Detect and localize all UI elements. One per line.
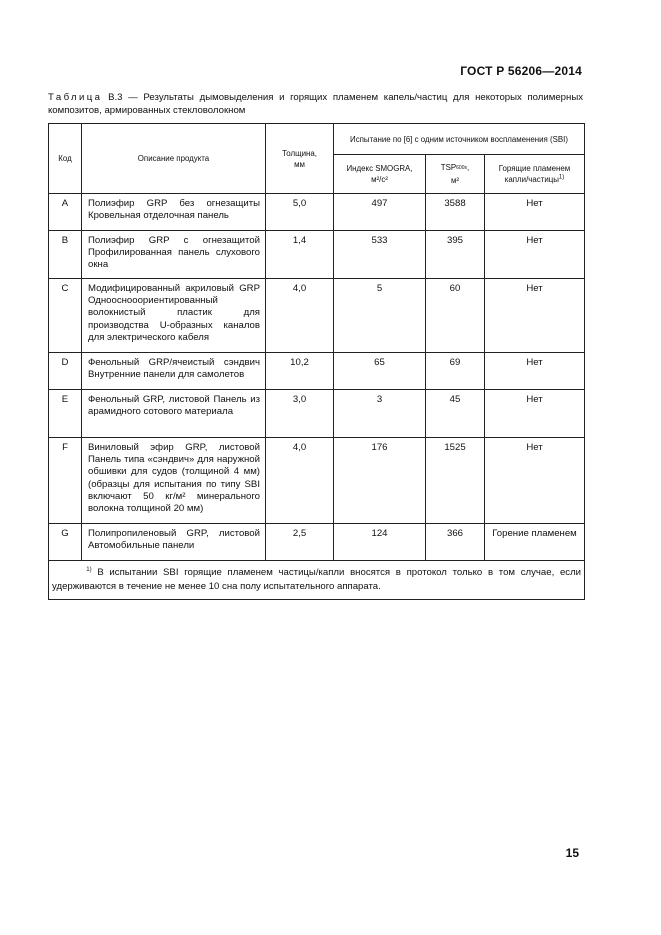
header-thickness-line1: Толщина, [282, 148, 317, 158]
table-caption [48, 92, 583, 117]
row-drops: Нет [485, 194, 585, 231]
caption-number: В.3 [108, 92, 123, 103]
header-thickness [266, 124, 334, 194]
header-drops-ref: 1) [558, 174, 565, 181]
row-smogra: 124 [334, 524, 426, 561]
header-drops [485, 155, 585, 194]
row-tsp: 3588 [426, 194, 485, 231]
header-smogra-unit: м²/с² [371, 175, 388, 184]
header-smogra-label: Индекс SMOGRA, [346, 164, 413, 173]
row-drops: Нет [485, 353, 585, 390]
header-thickness-unit: мм [294, 159, 305, 169]
row-thickness: 5,0 [266, 194, 334, 231]
header-description: Описание продукта [82, 124, 266, 194]
table-row [49, 194, 585, 231]
header-smogra [334, 155, 426, 194]
header-code: Код [49, 124, 82, 194]
row-description: Фенольный GRP/ячеистый сэндвич Внутренние панели для самолетов [82, 353, 266, 390]
row-description: Полиэфир GRP без огнезащиты Кровельная отделочная панель [82, 194, 266, 231]
table-row [49, 390, 585, 438]
row-thickness: 4,0 [266, 438, 334, 524]
header-test-group: Испытание по [6] с одним источником воспламенения (SBI) [334, 124, 585, 155]
row-description: Полипропиленовый GRP, листовой Автомобильные панели [82, 524, 266, 561]
footnote-text: В испытании SBI горящие пламенем частицы/капли вносятся в протокол только в том случае, если удерживаются в течение не менее 10 сна полу испытательного аппарата. [52, 567, 582, 592]
row-thickness: 1,4 [266, 231, 334, 279]
row-code: B [49, 231, 82, 279]
row-smogra: 5 [334, 279, 426, 353]
caption-text: — Результаты дымовыделения и горящих пламенем капель/частиц для некоторых полимерных композитов, армированных стекловолокном [48, 92, 584, 116]
row-tsp: 60 [426, 279, 485, 353]
header-tsp: $TSP_{600s}$, м² [426, 155, 485, 194]
table-row [49, 353, 585, 390]
row-description: Полиэфир GRP с огнезащитой Профилированная панель слухового окна [82, 231, 266, 279]
row-tsp: 69 [426, 353, 485, 390]
row-tsp: 45 [426, 390, 485, 438]
row-drops: Нет [485, 279, 585, 353]
table-row [49, 231, 585, 279]
row-thickness: 2,5 [266, 524, 334, 561]
table-row [49, 524, 585, 561]
header-drops-line2: капли/частицы [504, 175, 559, 184]
row-code: D [49, 353, 82, 390]
row-code: C [49, 279, 82, 353]
header-tsp-unit: м² [450, 176, 460, 185]
row-description: Модифицированный акриловый GRP Однооснооориентированный волокнистый пластик для производства U-образных каналов для электрического кабеля [82, 279, 266, 353]
results-table [48, 123, 585, 600]
row-code: A [49, 194, 82, 231]
row-smogra: 176 [334, 438, 426, 524]
row-drops: Нет [485, 438, 585, 524]
row-tsp: 1525 [426, 438, 485, 524]
page-number: 15 [565, 846, 579, 860]
caption-label: Таблица [48, 92, 103, 103]
row-thickness: 10,2 [266, 353, 334, 390]
table-row [49, 279, 585, 353]
row-thickness: 3,0 [266, 390, 334, 438]
row-drops: Нет [485, 231, 585, 279]
row-code: F [49, 438, 82, 524]
row-smogra: 497 [334, 194, 426, 231]
table-footnote [49, 561, 585, 600]
row-smogra: 533 [334, 231, 426, 279]
row-description: Виниловый эфир GRP, листовой Панель типа «сэндвич» для наружной обшивки для судов (толщиной 4 мм) (образцы для испытания по типу SBI включают 50 кг/м² минерального волокна толщиной 20 мм) [82, 438, 266, 524]
header-tsp-label: TSP [440, 163, 457, 172]
footnote-ref: 1) [86, 566, 92, 573]
row-tsp: 366 [426, 524, 485, 561]
header-tsp-sub: 600s [456, 165, 467, 171]
standard-designation: ГОСТ Р 56206—2014 [460, 64, 582, 78]
row-smogra: 65 [334, 353, 426, 390]
row-description: Фенольный GRP, листовой Панель из арамидного сотового материала [82, 390, 266, 438]
row-tsp: 395 [426, 231, 485, 279]
header-drops-line1: Горящие пламенем [498, 164, 571, 173]
row-drops: Нет [485, 390, 585, 438]
row-code: E [49, 390, 82, 438]
row-smogra: 3 [334, 390, 426, 438]
row-code: G [49, 524, 82, 561]
row-thickness: 4,0 [266, 279, 334, 353]
row-drops: Горение пламенем [485, 524, 585, 561]
table-row [49, 438, 585, 524]
